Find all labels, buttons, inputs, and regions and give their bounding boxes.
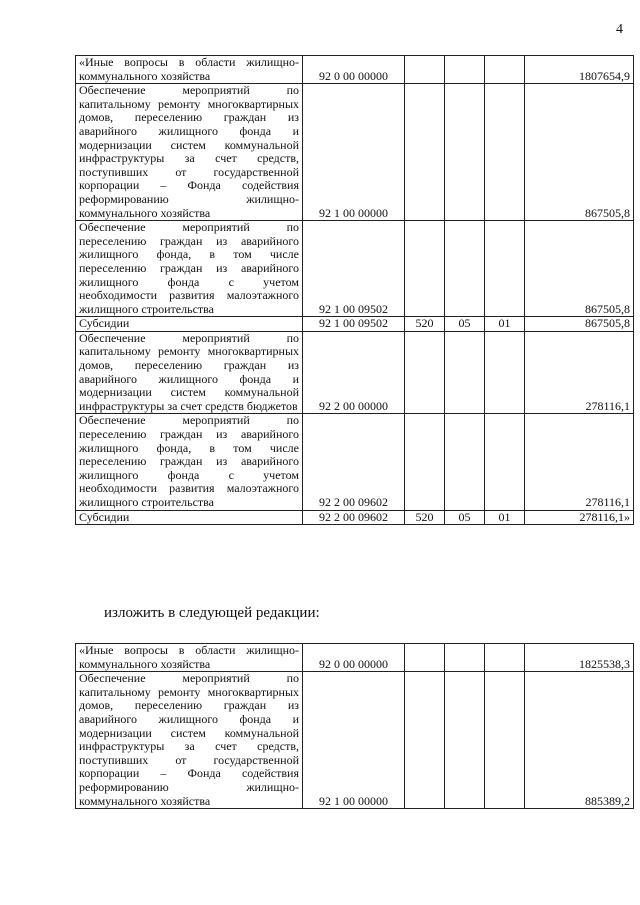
row-name-cell: Обеспечение мероприятий по капитальному ремонту многоквартирных домов, переселению граждан из аварийного жилищного фонда и модернизации систем коммунальной инфраструктуры за счет средств, поступивших от государственной корпорации – Фонда содействия реформированию жилищно-коммунального хозяйства xyxy=(76,84,303,221)
budget-table-new-body xyxy=(76,644,634,809)
target-code-cell: 92 1 00 09502 xyxy=(303,221,405,317)
section-cell: 05 xyxy=(445,510,485,525)
expense-type-cell xyxy=(405,672,445,809)
amount-cell: 278116,1» xyxy=(525,510,634,525)
target-code-cell: 92 2 00 09602 xyxy=(303,510,405,525)
amount-cell: 885389,2 xyxy=(525,672,634,809)
row-name-cell: «Иные вопросы в области жилищно-коммунального хозяйства xyxy=(76,56,303,84)
expense-type-cell xyxy=(405,56,445,84)
amount-cell: 278116,1 xyxy=(525,414,634,510)
target-code-cell: 92 1 00 00000 xyxy=(303,672,405,809)
target-code-cell: 92 2 00 09602 xyxy=(303,414,405,510)
table-row xyxy=(76,317,634,332)
row-name-cell: Обеспечение мероприятий по капитальному ремонту многоквартирных домов, переселению граждан из аварийного жилищного фонда и модернизации систем коммунальной инфраструктуры за счет средств, поступивших от государственной корпорации – Фонда содействия реформированию жилищно-коммунального хозяйства xyxy=(76,672,303,809)
intro-text: изложить в следующей редакции: xyxy=(104,605,320,621)
section-cell xyxy=(445,56,485,84)
target-code-cell: 92 2 00 00000 xyxy=(303,331,405,414)
table-row xyxy=(76,221,634,317)
table-row xyxy=(76,56,634,84)
page-number: 4 xyxy=(616,22,623,37)
table-row xyxy=(76,414,634,510)
amount-cell: 1825538,3 xyxy=(525,644,634,672)
target-code-cell: 92 1 00 09502 xyxy=(303,317,405,332)
target-code-cell: 92 1 00 00000 xyxy=(303,84,405,221)
amount-cell: 867505,8 xyxy=(525,84,634,221)
section-cell: 05 xyxy=(445,317,485,332)
expense-type-cell xyxy=(405,414,445,510)
table-row xyxy=(76,672,634,809)
subsection-cell xyxy=(485,414,525,510)
amount-cell: 1807654,9 xyxy=(525,56,634,84)
target-code-cell: 92 0 00 00000 xyxy=(303,644,405,672)
budget-table-old-body xyxy=(76,56,634,525)
expense-type-cell: 520 xyxy=(405,317,445,332)
row-name-cell: «Иные вопросы в области жилищно-коммунального хозяйства xyxy=(76,644,303,672)
amount-cell: 867505,8 xyxy=(525,317,634,332)
budget-table-new xyxy=(75,643,634,809)
section-cell xyxy=(445,644,485,672)
row-name-cell: Обеспечение мероприятий по капитальному ремонту многоквартирных домов, переселению граждан из аварийного жилищного фонда и модернизации систем коммунальной инфраструктуры за счет средств бюджетов xyxy=(76,331,303,414)
expense-type-cell: 520 xyxy=(405,510,445,525)
expense-type-cell xyxy=(405,84,445,221)
expense-type-cell xyxy=(405,644,445,672)
table-row xyxy=(76,644,634,672)
subsection-cell xyxy=(485,672,525,809)
target-code-cell: 92 0 00 00000 xyxy=(303,56,405,84)
table-row xyxy=(76,84,634,221)
section-cell xyxy=(445,84,485,221)
section-cell xyxy=(445,414,485,510)
section-cell xyxy=(445,672,485,809)
section-cell xyxy=(445,221,485,317)
subsection-cell: 01 xyxy=(485,317,525,332)
amount-cell: 867505,8 xyxy=(525,221,634,317)
table-row xyxy=(76,510,634,525)
row-name-cell: Субсидии xyxy=(76,510,303,525)
row-name-cell: Обеспечение мероприятий по переселению граждан из аварийного жилищного фонда, в том числе переселению граждан из аварийного жилищного фонда с учетом необходимости развития малоэтажного жилищного строительства xyxy=(76,221,303,317)
row-name-cell: Субсидии xyxy=(76,317,303,332)
subsection-cell xyxy=(485,84,525,221)
section-cell xyxy=(445,331,485,414)
subsection-cell: 01 xyxy=(485,510,525,525)
budget-table-old xyxy=(75,55,634,525)
subsection-cell xyxy=(485,331,525,414)
expense-type-cell xyxy=(405,331,445,414)
subsection-cell xyxy=(485,56,525,84)
subsection-cell xyxy=(485,644,525,672)
row-name-cell: Обеспечение мероприятий по переселению граждан из аварийного жилищного фонда, в том числе переселению граждан из аварийного жилищного фонда с учетом необходимости развития малоэтажного жилищного строительства xyxy=(76,414,303,510)
expense-type-cell xyxy=(405,221,445,317)
amount-cell: 278116,1 xyxy=(525,331,634,414)
subsection-cell xyxy=(485,221,525,317)
table-row xyxy=(76,331,634,414)
